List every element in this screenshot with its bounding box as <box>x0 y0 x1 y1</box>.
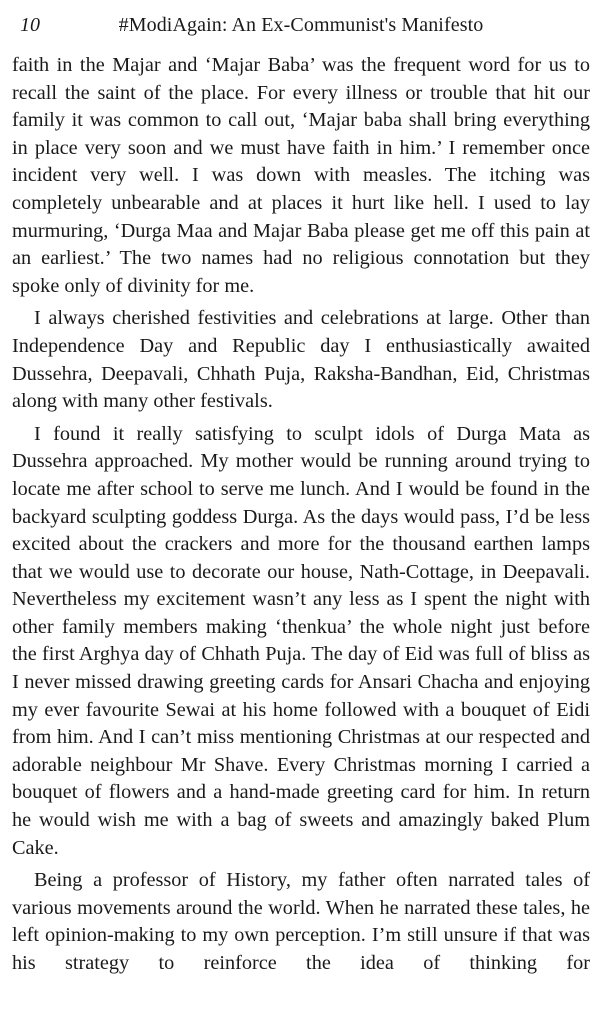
running-header <box>12 0 590 48</box>
body-text <box>12 52 590 978</box>
page-number: 10 <box>20 14 40 36</box>
paragraph-3: I found it really satisfying to sculpt idols of Durga Mata as Dussehra approached. My mother would be running around trying to locate me after school to serve me lunch. And I would be found in the backyard sculpting goddess Durga. As the days would pass, I’d be less excited about the crackers and more for the thousand earthen lamps that we would use to decorate our house, Nath-Cottage, in Deepavali. Nevertheless my excitement wasn’t any less as I spent the night with other family members making ‘thenkua’ the whole night just before the first Arghya day of Chhath Puja. The day of Eid was full of bliss as I never missed drawing greeting cards for Ansari Chacha and enjoying my ever favourite Sewai at his home followed with a bouquet of Eidi from him. And I can’t miss mentioning Christmas at our respected and adorable neighbour Mr Shave. Every Christmas morning I carried a bouquet of flowers and a hand-made greeting card for him. In return he would wish me with a bag of sweets and amazingly baked Plum Cake. <box>12 422 590 859</box>
paragraph-4: Being a professor of History, my father often narrated tales of various movements around the world. When he narrated these tales, he left opinion-making to my own perception. I’m still unsure if that was his strategy to reinforce the idea of thinking for <box>12 869 590 974</box>
running-title: #ModiAgain: An Ex-Communist's Manifesto <box>118 14 484 36</box>
paragraph-2: I always cherished festivities and celebrations at large. Other than Independence Day and Republic day I enthusiastically awaited Dussehra, Deepavali, Chhath Puja, Raksha-Bandhan, Eid, Christmas along with many other festivals. <box>12 307 590 413</box>
paragraph-1: faith in the Majar and ‘Majar Baba’ was the frequent word for us to recall the saint of the place. For every illness or trouble that hit our family it was common to call out, ‘Majar baba shall bring everything in place very soon and we must have faith in him.’ I remember once incident very well. I was down with measles. The itching was completely unbearable and at places it hurt like hell. I used to lay murmuring, ‘Durga Maa and Majar Baba please get me off this pain at an earliest.’ The two names had no religious connotation but they spoke only of divinity for me. <box>12 54 590 297</box>
